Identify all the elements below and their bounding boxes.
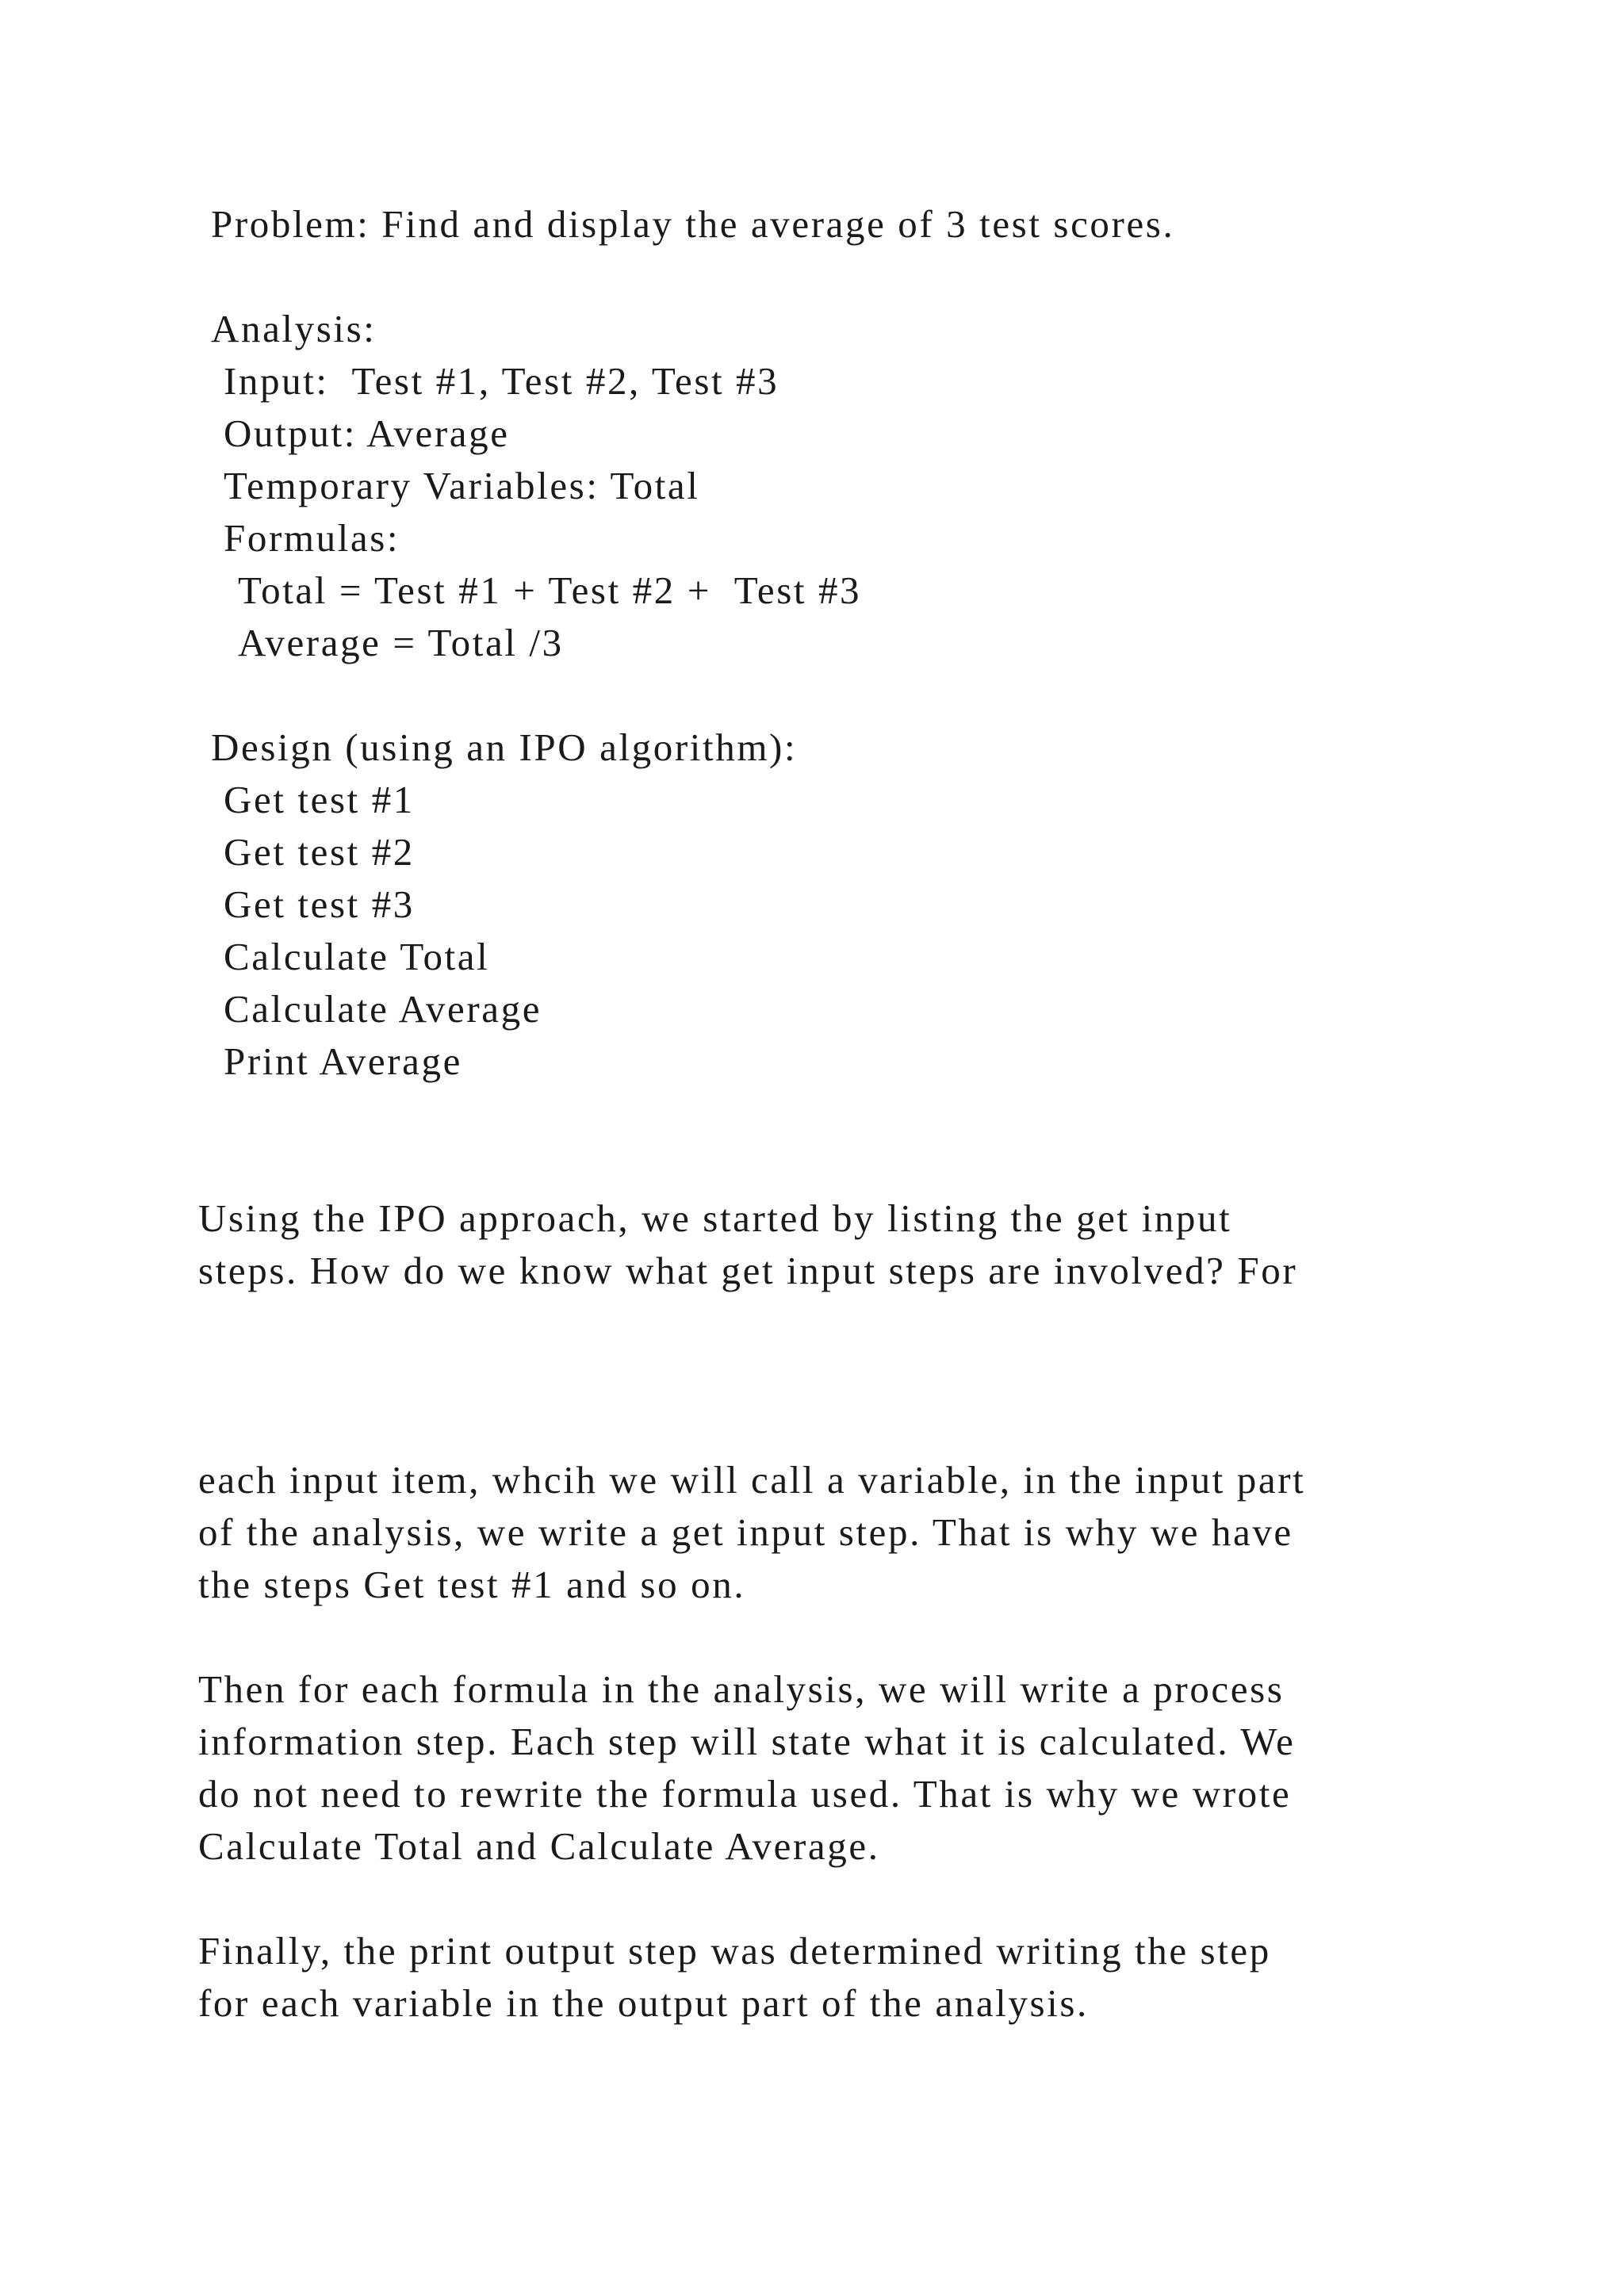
design-heading: Design (using an IPO algorithm): <box>211 725 798 769</box>
paragraph-line: each input item, whcih we will call a variable, in the input part <box>198 1458 1306 1502</box>
design-step: Calculate Average <box>224 987 542 1031</box>
design-step: Get test #2 <box>224 830 415 874</box>
paragraph-line: steps. How do we know what get input steps are involved? For <box>198 1249 1298 1292</box>
design-step: Calculate Total <box>224 935 490 978</box>
paragraph-line: information step. Each step will state what it is calculated. We <box>198 1720 1296 1763</box>
paragraph-line: Then for each formula in the analysis, we will write a process <box>198 1667 1285 1711</box>
paragraph-line: Calculate Total and Calculate Average. <box>198 1824 880 1868</box>
design-step: Print Average <box>224 1039 462 1083</box>
paragraph-line: of the analysis, we write a get input step. That is why we have <box>198 1510 1293 1554</box>
analysis-output: Output: Average <box>224 411 510 455</box>
analysis-heading: Analysis: <box>211 307 377 350</box>
problem-statement: Problem: Find and display the average of 3 test scores. <box>211 202 1175 246</box>
analysis-temporary-variables: Temporary Variables: Total <box>224 464 700 507</box>
paragraph-line: Using the IPO approach, we started by listing the get input <box>198 1196 1232 1240</box>
design-step: Get test #1 <box>224 778 415 821</box>
paragraph-line: Finally, the print output step was determined writing the step <box>198 1929 1271 1973</box>
design-step: Get test #3 <box>224 882 415 926</box>
formula-total: Total = Test #1 + Test #2 + Test #3 <box>238 568 862 612</box>
paragraph-line: do not need to rewrite the formula used. That is why we wrote <box>198 1772 1292 1816</box>
formula-average: Average = Total /3 <box>238 621 564 664</box>
paragraph-line: for each variable in the output part of the analysis. <box>198 1981 1089 2025</box>
analysis-input: Input: Test #1, Test #2, Test #3 <box>224 359 779 403</box>
paragraph-line: the steps Get test #1 and so on. <box>198 1563 746 1606</box>
analysis-formulas-heading: Formulas: <box>224 516 400 560</box>
